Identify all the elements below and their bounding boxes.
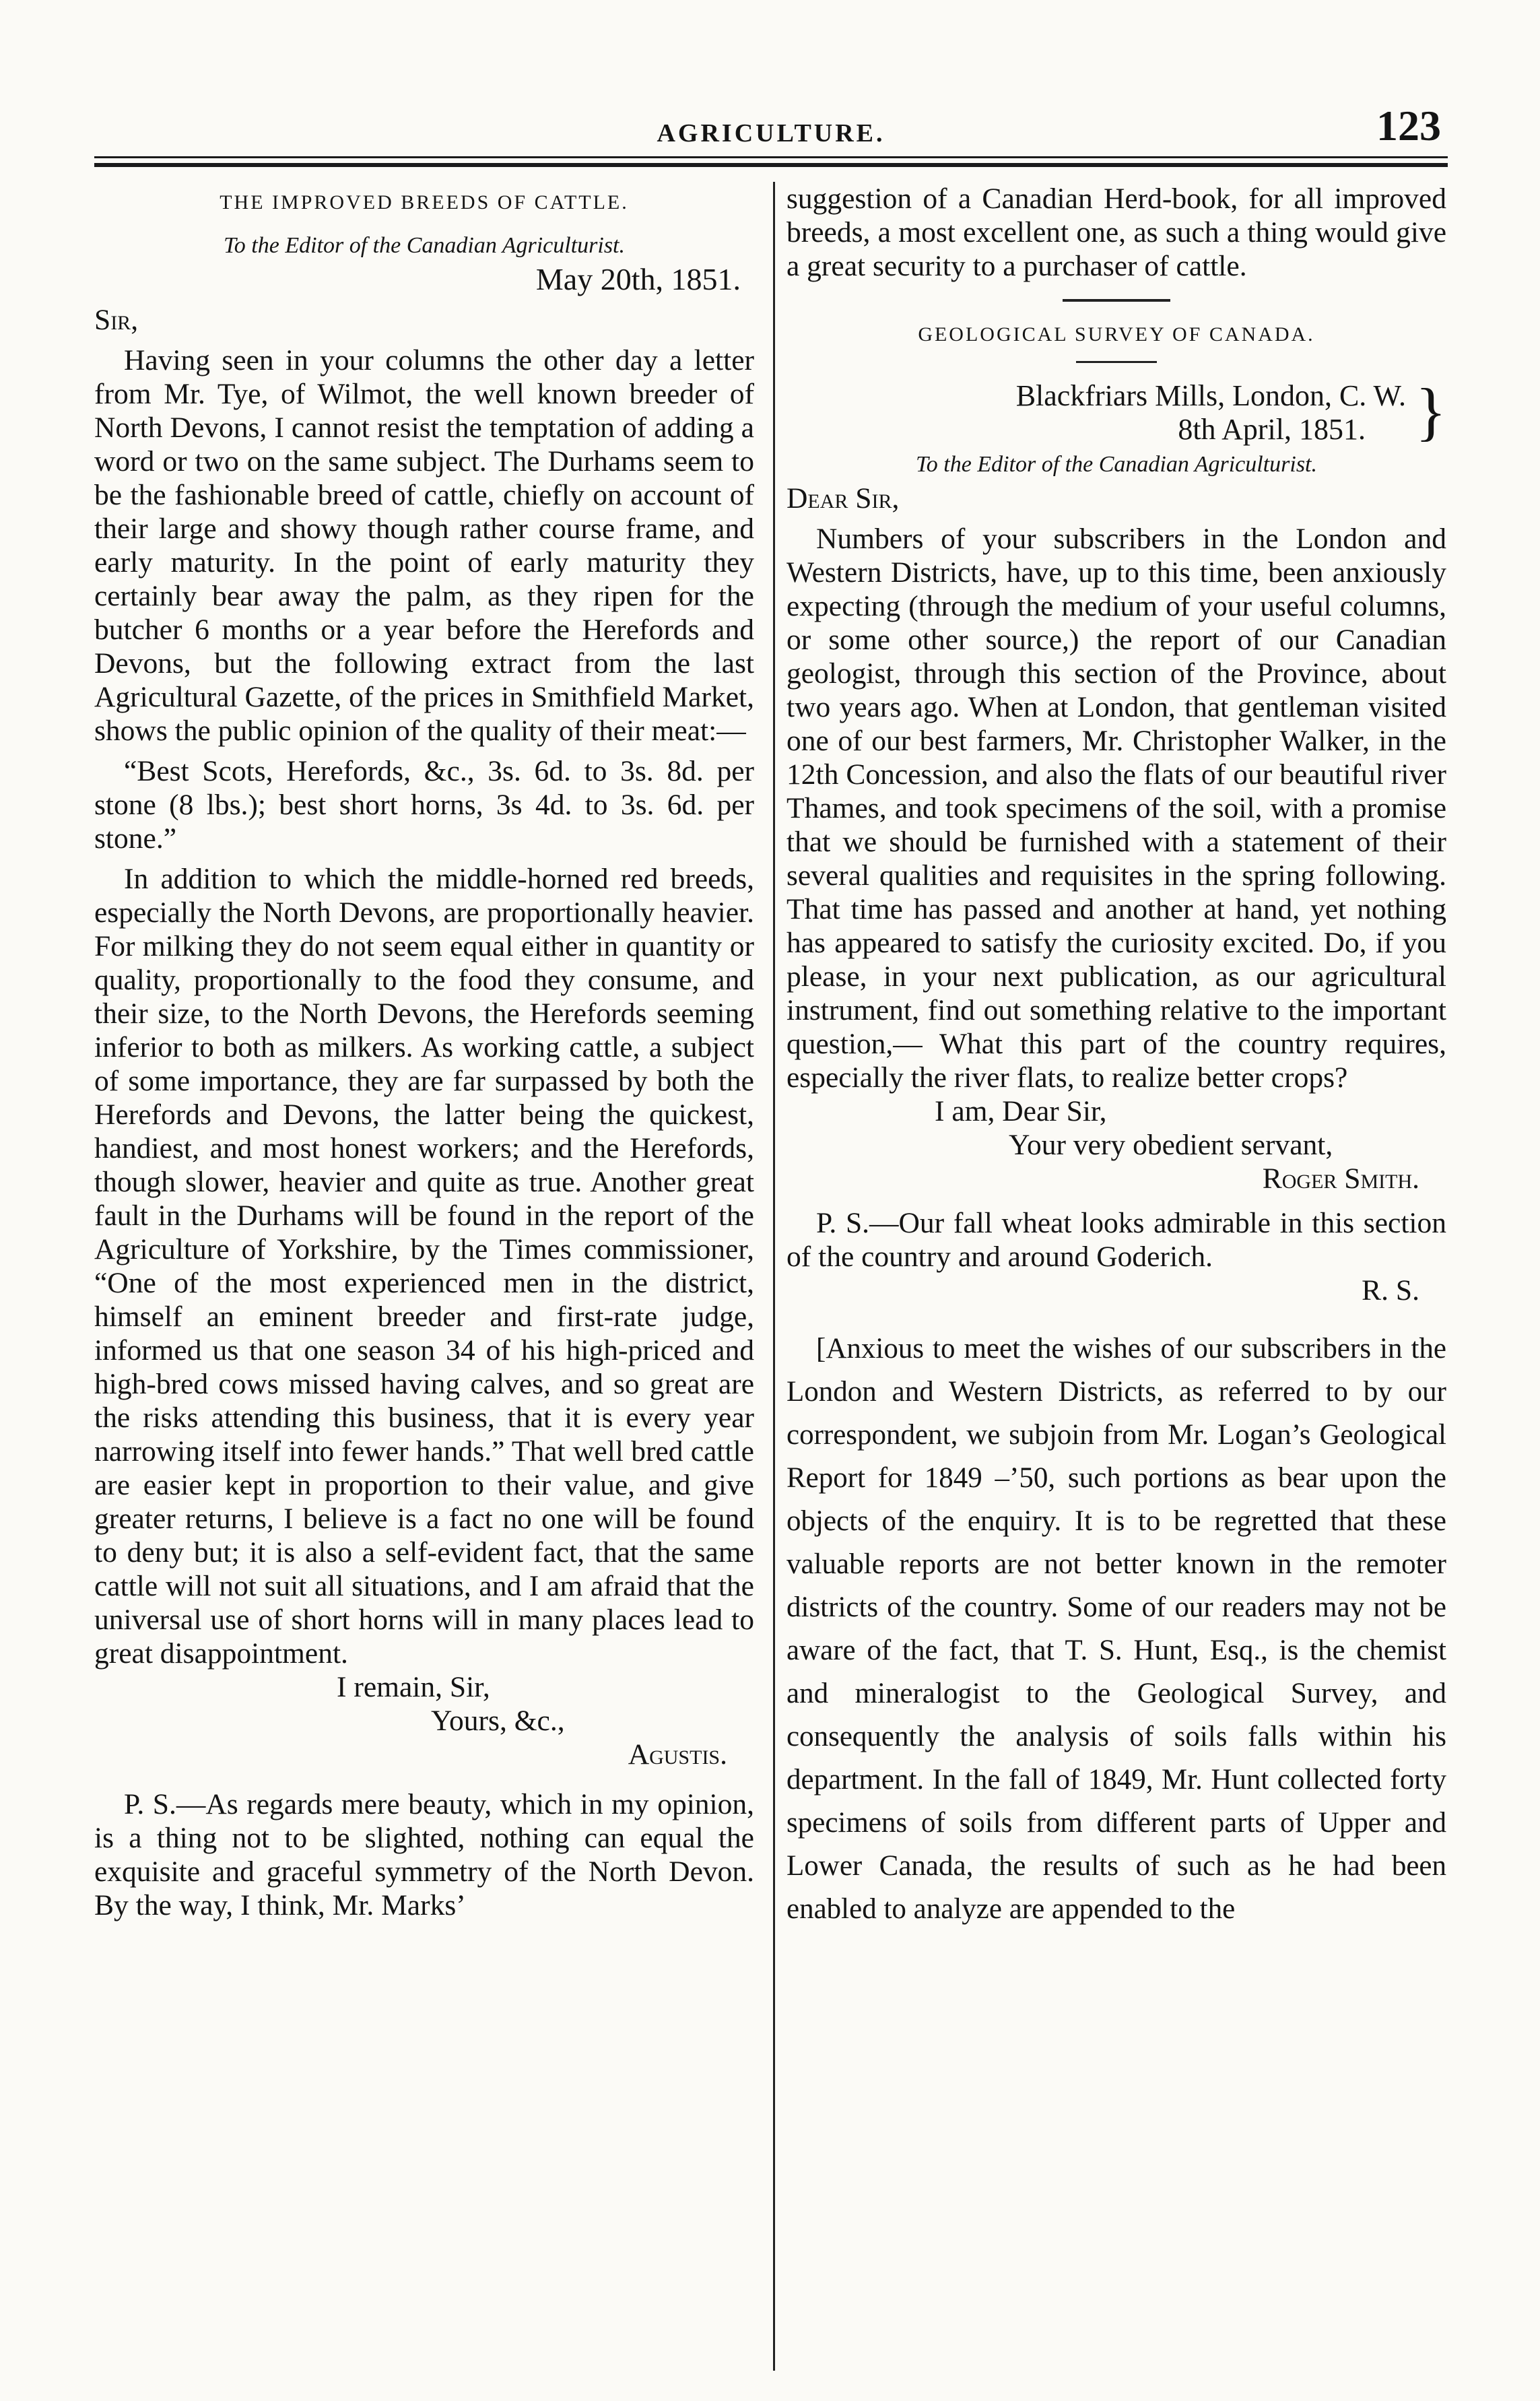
section-rule (1076, 361, 1157, 363)
address-date: 8th April, 1851. (1178, 413, 1366, 446)
postscript: P. S.—As regards mere beauty, which in my opinion, is a thing not to be slighted, nothing can equal the exquisite and graceful symmetry of the North Devon. By the way, I think, Mr. Marks’ (94, 1788, 754, 1921)
quote-paragraph: “Best Scots, Herefords, &c., 3s. 6d. to 3s. 8d. per stone (8 lbs.); best short horns, 3s 4d. to 3s. 6d. per stone.” (94, 755, 754, 855)
header-rule-thin (94, 156, 1448, 158)
paragraph: Numbers of your subscribers in the London and Western Districts, have, up to this time, been anxiously expecting (through the medium of your useful columns, or some other source,) the report of our Canadian geologist, through this section of the Province, about two years ago. When at London, that gentleman visited one of our best farmers, Mr. Christopher Walker, in the 12th Concession, and also the flats of our beautiful river Thames, and took specimens of the soil, with a promise that we should be furnished with a statement of their several qualities and requisites in the spring following. That time has passed and another at hand, yet nothing has appeared to satisfy the curiosity excited. Do, if you please, in your next publication, as our agricultural instrument, find out something relative to the important question,— What this part of the country requires, especially the river flats, to realize better crops? (786, 523, 1446, 1094)
brace-glyph: } (1415, 375, 1446, 447)
left-column (94, 182, 754, 1922)
postscript: P. S.—Our fall wheat looks admirable in this section of the country and around Goderich. (786, 1207, 1446, 1273)
header-rule-thick (94, 163, 1448, 167)
signature: Roger Smith. (1262, 1162, 1419, 1195)
address-line: Blackfriars Mills, London, C. W. (1015, 379, 1406, 412)
letter-date: May 20th, 1851. (535, 262, 741, 296)
salutation: Dear Sir, (786, 482, 900, 515)
salutation: Sir, (94, 304, 139, 336)
postscript-initials: R. S. (1362, 1274, 1419, 1307)
editorial-note: [Anxious to meet the wishes of our subscribers in the London and Western Districts, as referred to by our correspondent, we subjoin from Mr. Logan’s Geological Report for 1849 –’50, such portions as bear upon the objects of the enquiry. It is to be regretted that these valuable reports are not better known in the remoter districts of the country. Some of our readers may not be aware of the fact, that T. S. Hunt, Esq., is the chemist and mineralogist to the Geological Survey, and consequently the analysis of soils falls within his department. In the fall of 1849, Mr. Hunt collected forty specimens of soils from different parts of Upper and Lower Canada, the results of such as he had been enabled to analyze are appended to the (786, 1333, 1446, 1925)
section-rule (1063, 299, 1170, 302)
right-column (786, 182, 1446, 1931)
continued-paragraph: suggestion of a Canadian Herd-book, for all improved breeds, a most excellent one, as such a thing would give a great security to a purchaser of cattle. (786, 183, 1446, 282)
closing-line: Your very obedient servant, (1009, 1129, 1333, 1161)
editor-line: To the Editor of the Canadian Agriculturist. (916, 452, 1317, 477)
address-block (786, 375, 1446, 447)
signature: Agustis. (628, 1738, 727, 1771)
closing-line: I remain, Sir, (337, 1671, 490, 1703)
closing-line: I am, Dear Sir, (935, 1095, 1107, 1127)
paragraph: In addition to which the middle-horned red breeds, especially the North Devons, are proportionally heavier. For milking they do not seem equal either in quantity or quality, proportionally to the food they consume, and their size, to the North Devons, the Herefords seeming inferior to both as milkers. As working cattle, a subject of some importance, they are far surpassed by both the Herefords and Devons, the latter being the quickest, handiest, and most honest workers; and the Herefords, though slower, heavier and quite as true. Another great fault in the Durhams will be found in the report of the Agriculture of Yorkshire, by the Times commissioner, “One of the most experienced men in the district, himself an eminent breeder and first-rate judge, informed us that one season 34 of his high-priced and high-bred cows missed having calves, and so great are the risks attending this business, that it is every year narrowing itself into fewer hands.” That well bred cattle are easier kept in proportion to their value, and give greater returns, I believe is a fact no one will be found to deny but; it is also a self-evident fact, that the same cattle will not suit all situations, and I am afraid that the universal use of short horns will in many places lead to great disappointment. (94, 863, 754, 1670)
running-head (94, 101, 1448, 155)
editor-line: To the Editor of the Canadian Agriculturist. (224, 233, 625, 258)
article-heading-geology: GEOLOGICAL SURVEY OF CANADA. (918, 323, 1315, 346)
column-divider (773, 182, 775, 2371)
page-number: 123 (1376, 102, 1441, 150)
article-heading-cattle: THE IMPROVED BREEDS OF CATTLE. (220, 191, 629, 213)
closing-line: Yours, &c., (431, 1705, 565, 1737)
running-title: AGRICULTURE. (657, 119, 885, 147)
paragraph: Having seen in your columns the other day a letter from Mr. Tye, of Wilmot, the well known breeder of North Devons, I cannot resist the temptation of adding a word or two on the same subject. The Durhams seem to be the fashionable breed of cattle, chiefly on account of their large and showy though rather course frame, and early maturity. In the point of early maturity they certainly bear away the palm, as they ripen for the butcher 6 months or a year before the Herefords and Devons, but the following extract from the last Agricultural Gazette, of the prices in Smithfield Market, shows the public opinion of the quality of their meat:— (94, 344, 754, 747)
